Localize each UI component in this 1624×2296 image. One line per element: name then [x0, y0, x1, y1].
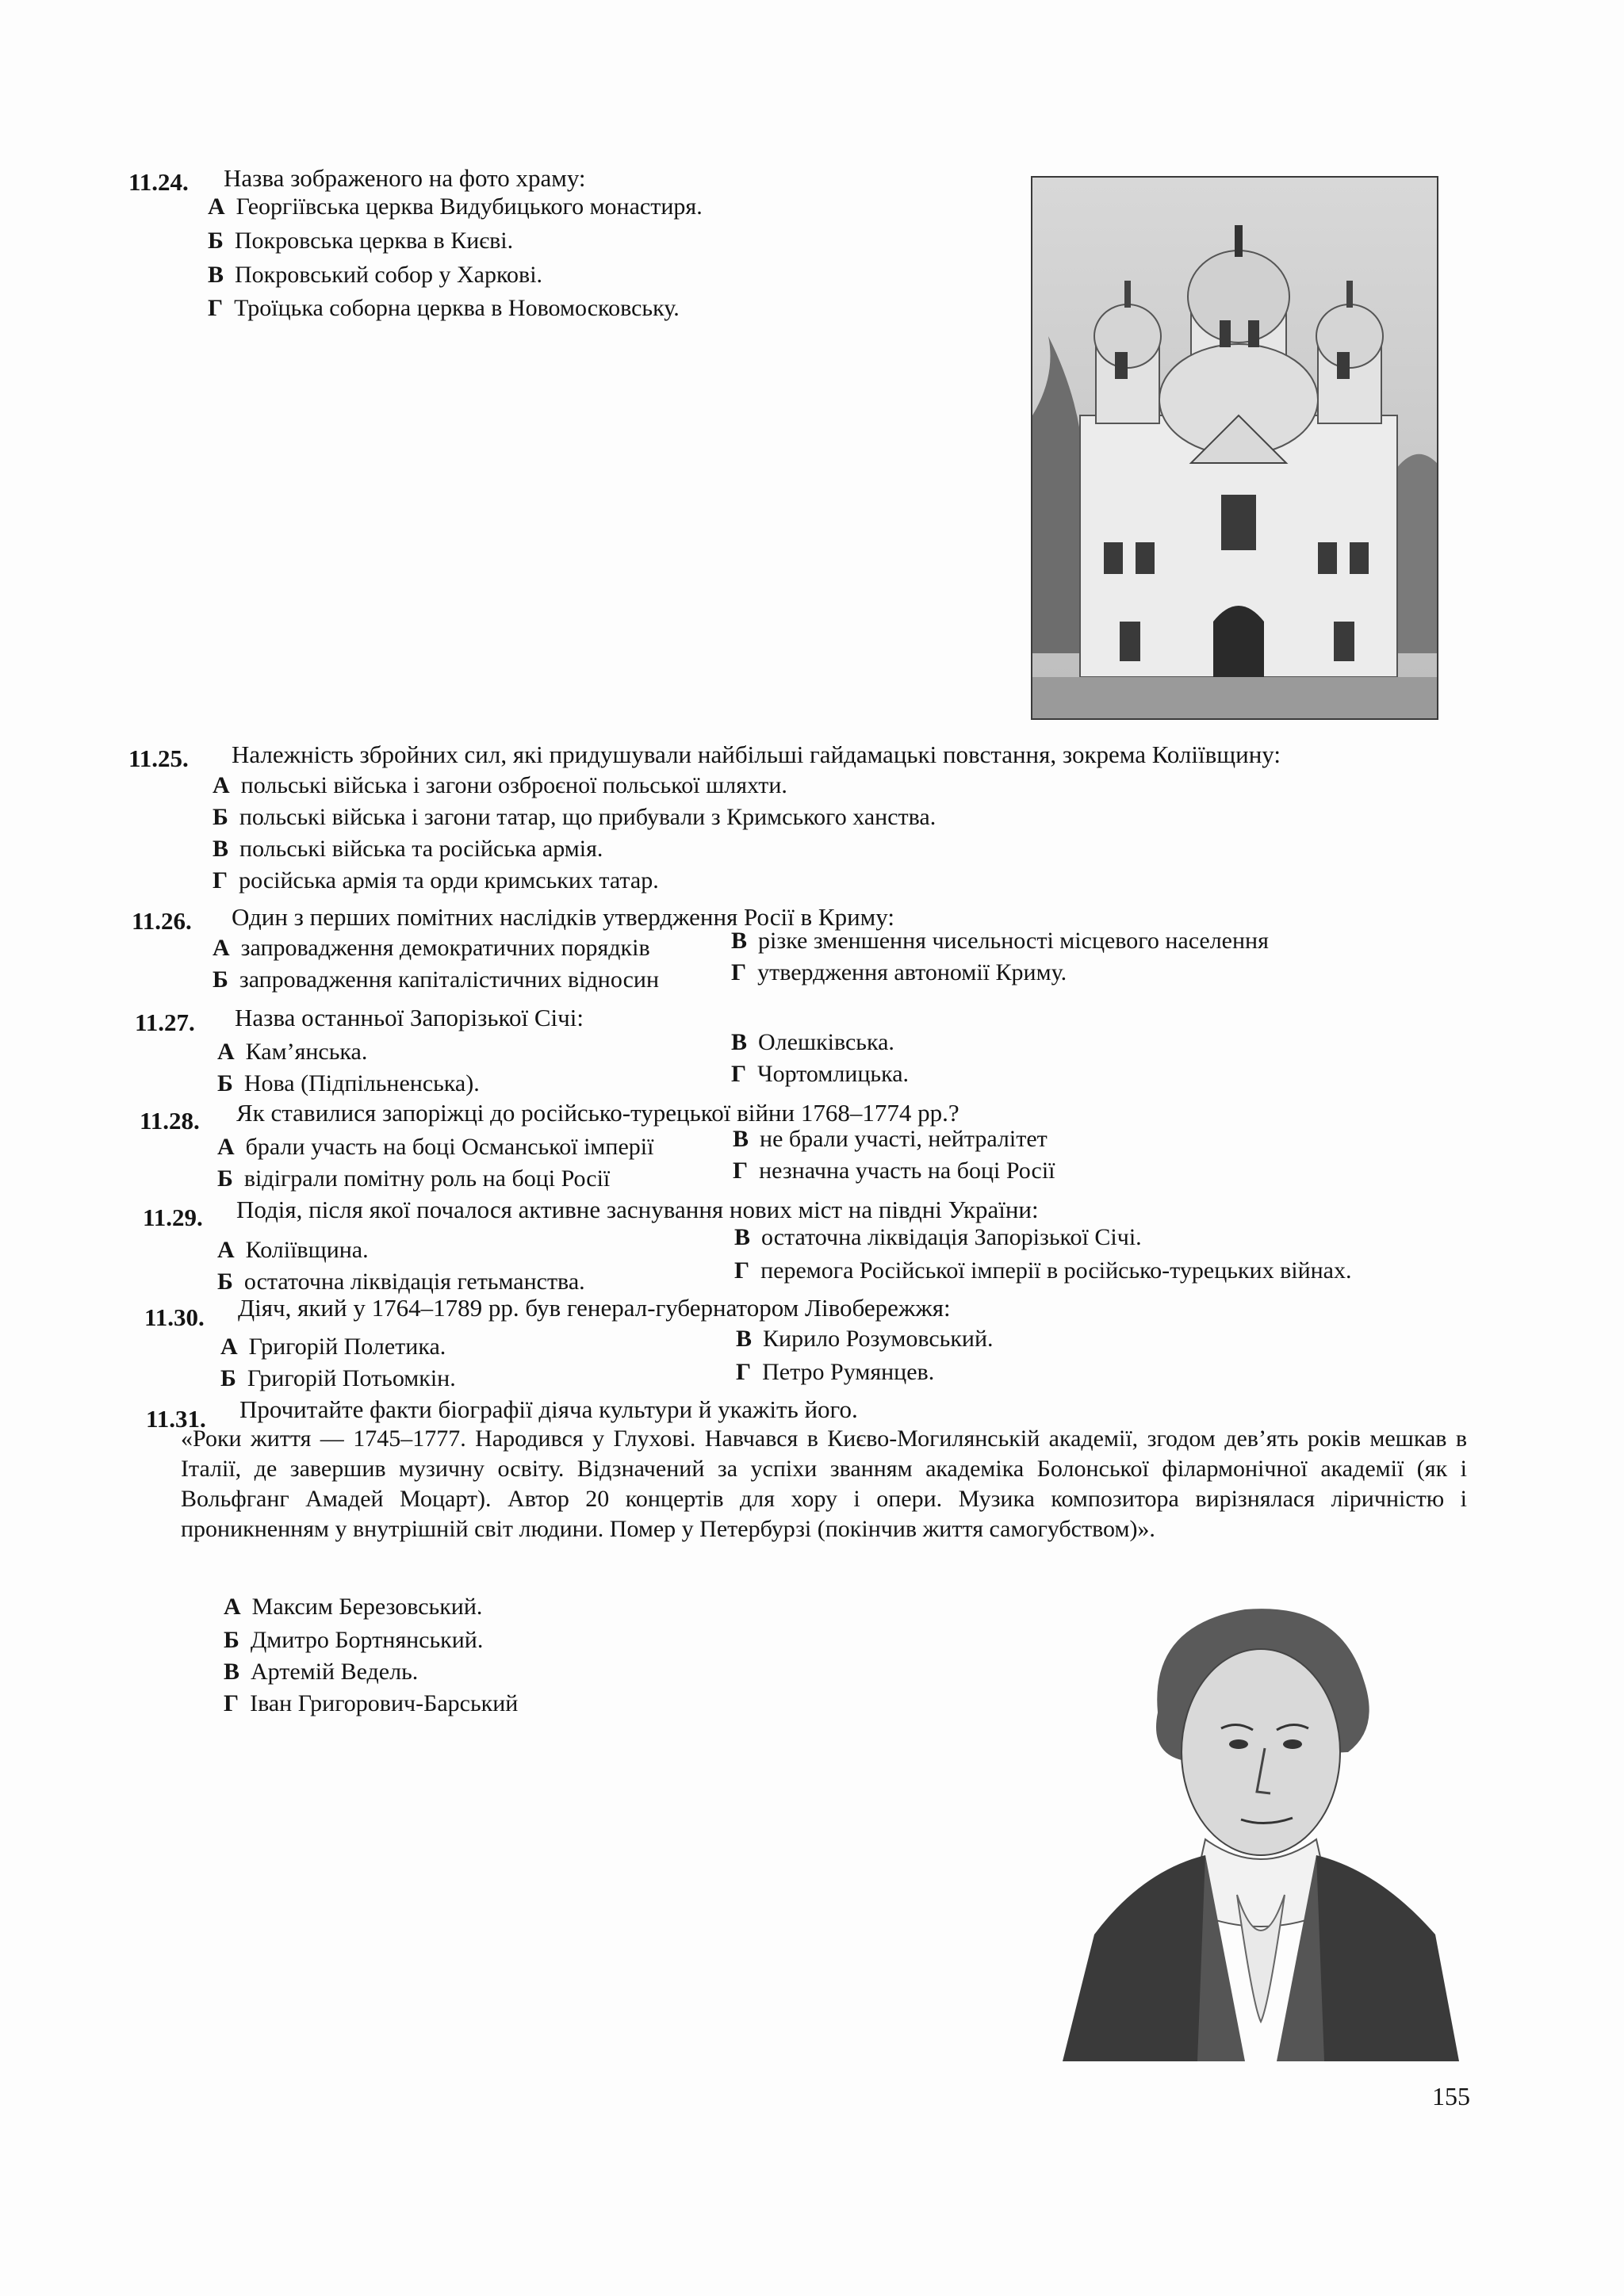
- answer-option: В не брали участі, нейтралітет: [733, 1126, 1048, 1152]
- church-photo: [1031, 176, 1438, 720]
- answer-option: А запровадження демократичних порядків: [213, 935, 650, 961]
- answer-option: В різке зменшення чисельності місцевого населення: [731, 928, 1269, 954]
- answer-option: А брали участь на боці Османської імперії: [217, 1134, 654, 1160]
- answer-option: А Григорій Полетика.: [220, 1334, 446, 1360]
- question-number: 11.24.: [128, 168, 189, 196]
- portrait-engraving: [1063, 1594, 1459, 2061]
- answer-option: Г Троїцька соборна церква в Новомосковську.: [208, 295, 680, 321]
- answer-option: Б Нова (Підпільненська).: [217, 1070, 480, 1096]
- answer-option: Б остаточна ліквідація гетьманства.: [217, 1269, 585, 1295]
- answer-option: Г російська армія та орди кримських татар.: [213, 867, 659, 894]
- question-text: Назва останньої Запорізької Січі:: [235, 1004, 584, 1031]
- biography-passage: «Роки життя — 1745–1777. Народився у Глухові. Навчався в Києво-Могилянській академії, згодом дев’ять років мешкав в Італії, де завершив музичну освіту. Відзначений за успіхи званням академіка Болонської філармонічної академії (як і Вольфганг Амадей Моцарт). Автор 20 концертів для хору і опери. Музика композитора вирізнялася ліричністю і проникненням у внутрішній світ людини. Помер у Петербурзі (покінчив життя самогубством)».: [181, 1425, 1467, 1542]
- portrait-illustration: [1063, 1594, 1459, 2061]
- question-text: Належність збройних сил, які придушували найбільші гайдамацькі повстання, зокрема Коліївщину:: [232, 740, 1281, 768]
- question-number: 11.26.: [132, 907, 192, 935]
- answer-option: Б Дмитро Бортнянський.: [224, 1627, 484, 1653]
- question-text: Один з перших помітних наслідків утвердження Росії в Криму:: [232, 903, 895, 931]
- answer-option: В Кирило Розумовський.: [736, 1326, 994, 1352]
- answer-option: Б Григорій Потьомкін.: [220, 1365, 456, 1391]
- question-text: Як ставилися запоріжці до російсько-турецької війни 1768–1774 рр.?: [236, 1099, 959, 1127]
- answer-option: Б польські війська і загони татар, що прибували з Кримського ханства.: [213, 804, 936, 830]
- answer-option: В Олешківська.: [731, 1029, 894, 1055]
- answer-option: Б запровадження капіталістичних відносин: [213, 966, 660, 993]
- answer-option: Г незначна участь на боці Росії: [733, 1158, 1055, 1184]
- page-number: 155: [1432, 2082, 1470, 2110]
- answer-option: А польські війська і загони озброєної польської шляхти.: [213, 772, 787, 798]
- question-number: 11.29.: [143, 1203, 203, 1231]
- question-number: 11.27.: [135, 1008, 195, 1036]
- answer-option: А Коліївщина.: [217, 1237, 369, 1263]
- answer-option: Г Іван Григорович-Барський: [224, 1690, 519, 1716]
- answer-option: В польські війська та російська армія.: [213, 836, 603, 862]
- answer-option: Б Покровська церква в Києві.: [208, 228, 514, 254]
- answer-option: А Кам’янська.: [217, 1039, 368, 1065]
- question-number: 11.28.: [140, 1107, 200, 1135]
- question-text: Діяч, який у 1764–1789 рр. був генерал-губернатором Лівобережжя:: [238, 1294, 951, 1322]
- answer-option: В Артемій Ведель.: [224, 1659, 419, 1685]
- question-number: 11.25.: [128, 744, 189, 772]
- answer-option: Г Чортомлицька.: [731, 1061, 910, 1087]
- answer-option: В остаточна ліквідація Запорізької Січі.: [734, 1224, 1142, 1250]
- question-text: Подія, після якої почалося активне заснування нових міст на півдні України:: [236, 1196, 1039, 1223]
- answer-option: Г утвердження автономії Криму.: [731, 959, 1067, 985]
- answer-option: А Георгіївська церква Видубицького монастиря.: [208, 193, 703, 220]
- question-text: Назва зображеного на фото храму:: [224, 164, 586, 192]
- question-text: Прочитайте факти біографії діяча культури й укажіть його.: [239, 1395, 858, 1423]
- answer-option: А Максим Березовський.: [224, 1594, 483, 1620]
- question-number: 11.30.: [144, 1303, 205, 1331]
- answer-option: Г перемога Російської імперії в російсько-турецьких війнах.: [734, 1257, 1352, 1284]
- answer-option: Г Петро Румянцев.: [736, 1359, 935, 1385]
- question-number: 11.31.: [146, 1405, 206, 1433]
- church-illustration: [1032, 178, 1437, 718]
- answer-option: Б відіграли помітну роль на боці Росії: [217, 1165, 611, 1192]
- answer-option: В Покровський собор у Харкові.: [208, 262, 543, 288]
